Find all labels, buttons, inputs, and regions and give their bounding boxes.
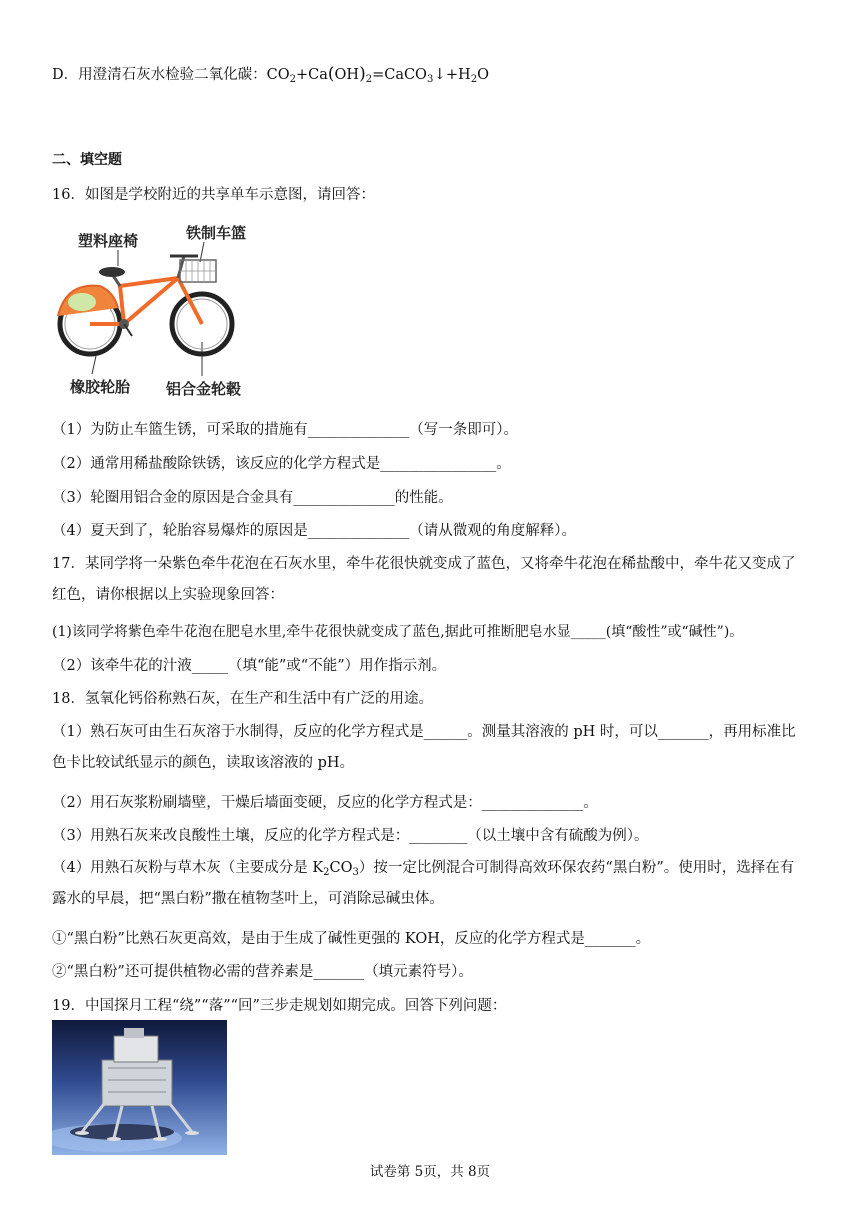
q18-sub-1: ①“黑白粉”比熟石灰更高效，是由于生成了碱性更强的 KOH，反应的化学方程式是_______。 xyxy=(52,931,651,947)
q18-item-2: （2）用石灰浆粉刷墙壁，干燥后墙面变硬，反应的化学方程式是：______________。 xyxy=(52,795,598,811)
label-tire: 橡胶轮胎 xyxy=(70,378,131,396)
q18-item-1: （1）熟石灰可由生石灰溶于水制得，反应的化学方程式是______。测量其溶液的 pH 时，可以_______，再用标准比色卡比较试纸显示的颜色，读取该溶液的 pH。 xyxy=(52,724,796,771)
q17-item-2: （2）该牵牛花的汁液_____（填“能”或“不能”）用作指示剂。 xyxy=(52,658,447,674)
question-16-stem: 16．如图是学校附近的共享单车示意图，请回答： xyxy=(52,187,375,203)
q18-item-3: （3）用熟石灰来改良酸性土壤，反应的化学方程式是：________（以土壤中含有硫酸为例）。 xyxy=(52,828,649,844)
page-footer: 试卷第 5页，共 8页 xyxy=(369,1164,491,1180)
q18-sub-2: ②“黑白粉”还可提供植物必需的营养素是_______（填元素符号）。 xyxy=(52,964,473,980)
label-hub: 铝合金轮毂 xyxy=(166,380,242,398)
bicycle-figure xyxy=(52,216,262,400)
q18-item-4: （4）用熟石灰粉与草木灰（主要成分是 $K_2CO_3$）按一定比例混合可制得高效环保农药“黑白粉”。使用时，选择在有露水的早晨，把“黑白粉”撒在植物茎叶上，可消除忌碱虫体。 xyxy=(52,860,795,907)
q16-item-1: （1）为防止车篮生锈，可采取的措施有______________（写一条即可）。 xyxy=(52,422,518,438)
q17-item-1: (1)该同学将紫色牵牛花泡在肥皂水里,牵牛花很快就变成了蓝色,据此可推断肥皂水显_____(填“酸性”或“碱性”)。 xyxy=(52,624,744,640)
q16-item-4: （4）夏天到了，轮胎容易爆炸的原因是______________（请从微观的角度解释）。 xyxy=(52,523,576,539)
question-18-stem: 18．氢氧化钙俗称熟石灰，在生产和生活中有广泛的用途。 xyxy=(52,691,433,707)
label-basket: 铁制车篮 xyxy=(186,224,247,242)
section-heading: 二、填空题 xyxy=(52,152,122,168)
question-17-stem: 17．某同学将一朵紫色牵牛花泡在石灰水里，牵牛花很快就变成了蓝色，又将牵牛花泡在稀盐酸中，牵牛花又变成了红色，请你根据以上实验现象回答： xyxy=(52,556,796,603)
question-19-stem: 19．中国探月工程“绕”“落”“回”三步走规划如期完成。回答下列问题： xyxy=(52,998,507,1014)
label-seat: 塑料座椅 xyxy=(78,232,139,250)
q16-item-2: （2）通常用稀盐酸除铁锈，该反应的化学方程式是________________。 xyxy=(52,456,511,472)
q16-item-3: （3）轮圈用铝合金的原因是合金具有______________的性能。 xyxy=(52,490,453,506)
lunar-lander-image xyxy=(52,1020,227,1155)
option-d: D．用澄清石灰水检验二氧化碳：$CO_2+Ca(OH)_2=CaCO_3↓+H_2O$ xyxy=(52,64,489,85)
